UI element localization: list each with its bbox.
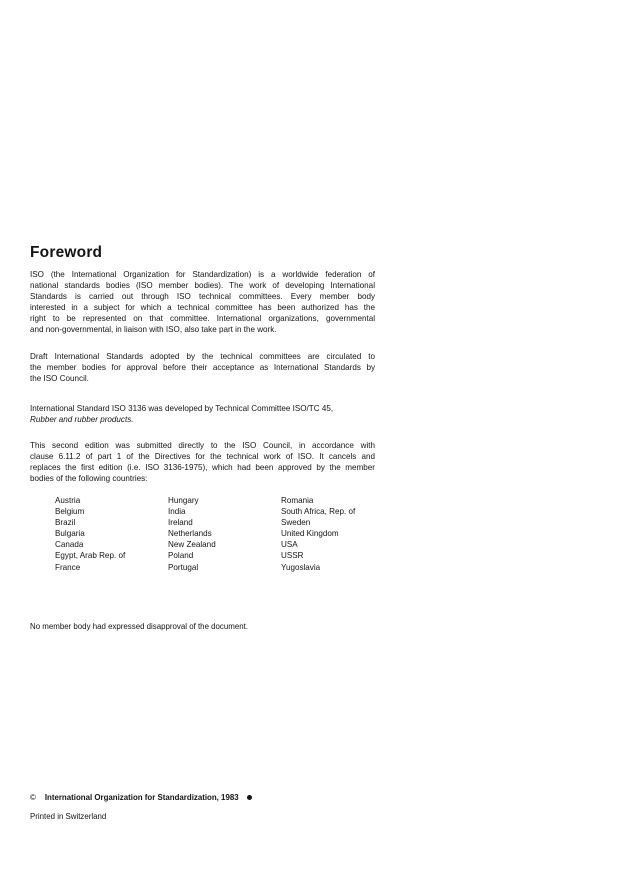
country-item: Bulgaria xyxy=(55,529,85,539)
copyright-symbol: © xyxy=(30,793,36,802)
text-line: ISO (the International Organization for Standardization) is a worldwide federation of xyxy=(30,270,375,279)
text-line: and non-governmental, in liaison with ISO, also take part in the work. xyxy=(30,324,277,334)
country-item: New Zealand xyxy=(168,540,216,550)
text-line: right to be represented on that committee. International organizations, governmental xyxy=(30,313,375,323)
country-item: Poland xyxy=(168,551,194,561)
country-item: Ireland xyxy=(168,518,193,528)
country-item: Portugal xyxy=(168,562,199,572)
country-item: Egypt, Arab Rep. of xyxy=(55,551,126,561)
countries-list xyxy=(55,495,395,573)
country-item: Romania xyxy=(281,496,314,505)
text-line: International Standard ISO 3136 was developed by Technical Committee ISO/TC 45, xyxy=(30,404,334,413)
text-line: the ISO Council. xyxy=(30,373,89,383)
paragraph-iso-intro xyxy=(30,270,375,335)
text-line: the member bodies for approval before their acceptance as International Standards by xyxy=(30,362,375,372)
country-item: USA xyxy=(281,540,298,550)
copyright-text: International Organization for Standardization, 1983 xyxy=(44,793,239,802)
text-line: Standards is carried out through ISO technical committees. Every member body xyxy=(30,291,375,301)
country-item: Canada xyxy=(55,540,84,550)
printed-location: Printed in Switzerland xyxy=(30,812,107,821)
text-line: Draft International Standards adopted by the technical committees are circulated to xyxy=(30,352,375,361)
countries-column-2 xyxy=(168,495,281,573)
committee-title: Rubber and rubber products. xyxy=(30,414,134,424)
countries-column-1 xyxy=(55,495,168,573)
country-item: Belgium xyxy=(55,507,85,517)
bullet-icon xyxy=(247,795,252,800)
country-item: Brazil xyxy=(55,518,76,528)
paragraph-committee xyxy=(30,404,375,426)
paragraph-draft-standards xyxy=(30,352,375,385)
country-item: United Kingdom xyxy=(281,529,339,539)
country-item: Netherlands xyxy=(168,529,212,539)
text-line: interested in a subject for which a technical committee has been authorized has the xyxy=(30,302,375,312)
countries-column-3 xyxy=(281,495,395,573)
country-item: Austria xyxy=(55,496,81,505)
text-line: This second edition was submitted directly to the ISO Council, in accordance with xyxy=(30,441,375,450)
page-title: Foreword xyxy=(30,244,103,261)
paragraph-second-edition xyxy=(30,441,375,485)
text-line: national standards bodies (ISO member bodies). The work of developing International xyxy=(30,280,375,290)
country-item: India xyxy=(168,507,186,517)
copyright-notice xyxy=(30,793,252,802)
text-line: clause 6.11.2 of part 1 of the Directives for the technical work of ISO. It cancels and xyxy=(30,451,375,461)
country-item: France xyxy=(55,562,81,572)
country-item: Hungary xyxy=(168,496,199,505)
country-item: USSR xyxy=(281,551,304,561)
country-item: Yugoslavia xyxy=(281,562,321,572)
country-item: Sweden xyxy=(281,518,311,528)
paragraph-no-disapproval: No member body had expressed disapproval of the document. xyxy=(30,622,248,631)
text-line: replaces the first edition (i.e. ISO 3136-1975), which had been approved by the member xyxy=(30,462,375,472)
text-line: bodies of the following countries: xyxy=(30,473,148,483)
country-item: South Africa, Rep. of xyxy=(281,507,356,517)
